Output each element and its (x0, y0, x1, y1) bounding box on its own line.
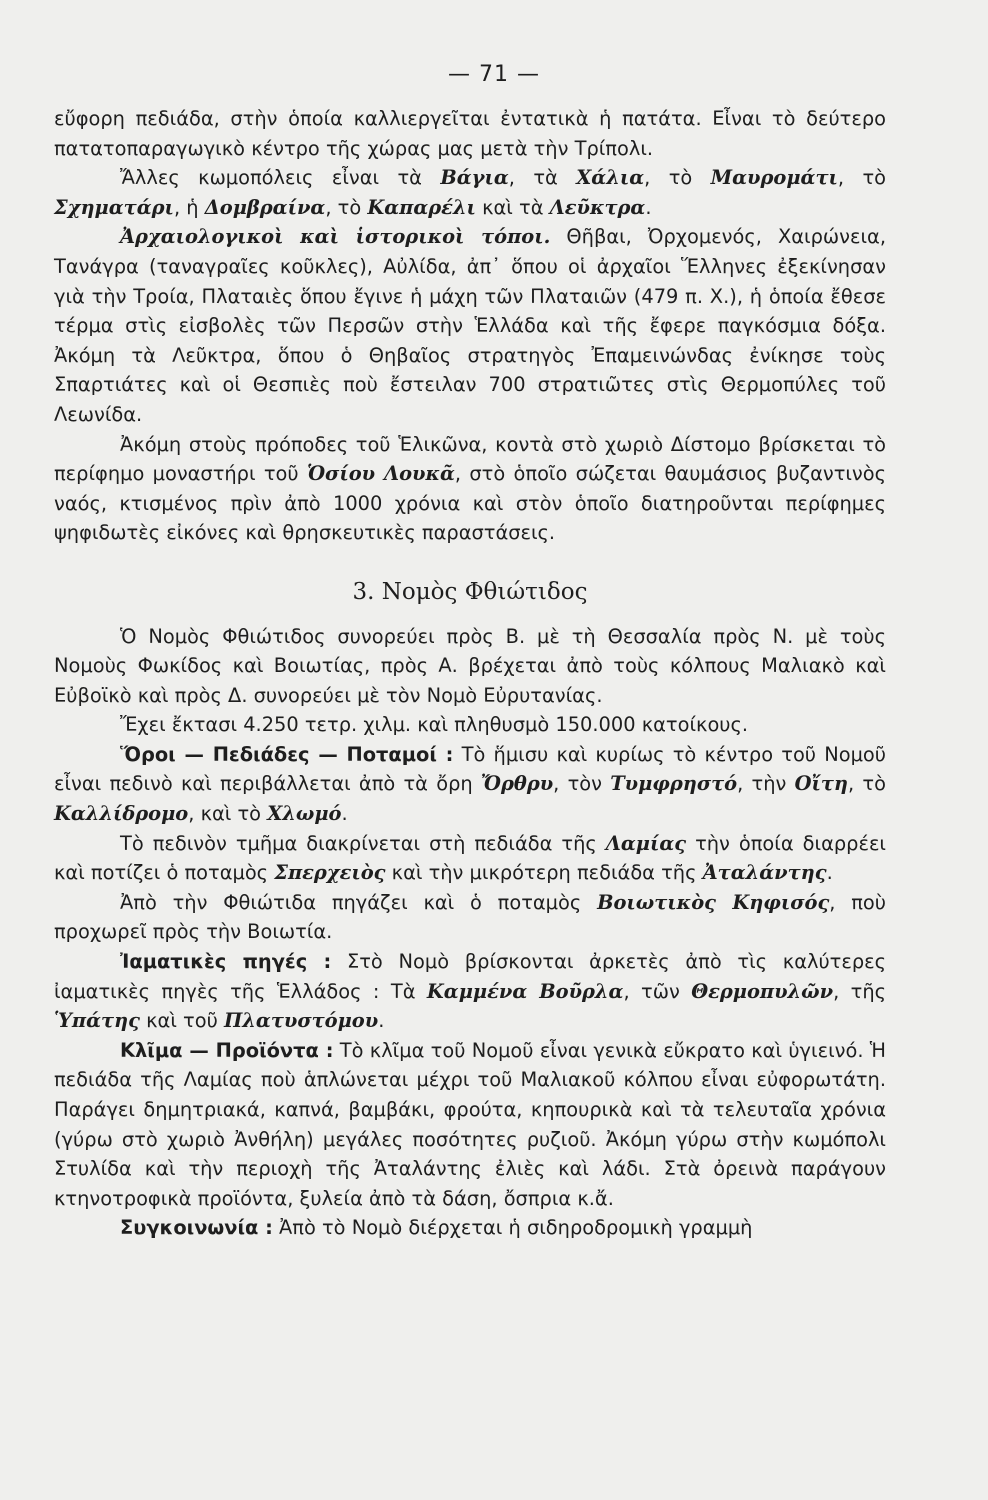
emphasis-run: Ὄρθρυ (480, 772, 554, 796)
emphasis-run: Μαυρομάτι (710, 166, 838, 190)
emphasis-run: Σχηματάρι (54, 195, 174, 219)
text-run: , τῆς (833, 979, 887, 1003)
text-run: εὔφορη πεδιάδα, στὴν ὁποία καλλιεργεῖται ἐντατικὰ ἡ πατάτα. Εἶναι τὸ δεύτερο πατατοπαραγωγικὸ κέντρο τῆς χώρας μας μετὰ τὴν Τρίπολι. (54, 107, 886, 160)
emphasis-run: Ἰαματικὲς πηγές : (120, 950, 332, 974)
text-run: , τὸ (848, 772, 886, 796)
paragraph (54, 104, 886, 163)
paragraph (54, 622, 886, 711)
emphasis-run: Λεῦκτρα (549, 195, 646, 219)
emphasis-run: Δομβραίνα (204, 195, 326, 219)
text-run: . (378, 1009, 385, 1033)
emphasis-run: Λαμίας (605, 831, 687, 855)
section-text (54, 622, 886, 1243)
paragraph (54, 430, 886, 548)
paragraph (54, 829, 886, 888)
paragraph (54, 222, 886, 429)
emphasis-run: Συγκοινωνία : (120, 1216, 273, 1240)
text-run: , ποὺ προχωρεῖ πρὸς τὴν Βοιωτία. (54, 890, 886, 944)
text-run: , τῶν (623, 979, 692, 1003)
text-run: καὶ τὴν μικρότερη πεδιάδα τῆς (385, 861, 703, 885)
paragraph (54, 163, 886, 222)
text-run: Ἀπὸ τὸ Νομὸ διέρχεται ἡ σιδηροδρομικὴ γραμμὴ (272, 1216, 753, 1240)
text-run: Θῆβαι, Ὀρχομενός, Χαιρώνεια, Τανάγρα (ταναγραῖες κοῦκλες), Αὐλίδα, ἀπ᾿ ὅπου οἱ ἀρχαῖοι Ἕλληνες ἐξεκίνησαν γιὰ τὴν Τροία, Πλαταιὲς ὅπου ἔγινε ἡ μάχη τῶν Πλαταιῶν (479 π. Χ.), ἡ ὁποία ἔθεσε τέρμα στὶς εἰσβολὲς τῶν Περσῶν στὴν Ἑλλάδα καὶ τῆς ἔφερε παγκόσμια δόξα. Ἀκόμη τὰ Λεῦκτρα, ὅπου ὁ Θηβαῖος στρατηγὸς Ἐπαμεινώνδας ἐνίκησε τοὺς Σπαρτιάτες καὶ οἱ Θεσπιὲς ποὺ ἔστειλαν 700 στρατιῶτες στὶς Θερμοπύλες τοῦ Λεωνίδα. (54, 225, 886, 426)
emphasis-run: Ἀταλάντης (702, 861, 827, 885)
text-run: Ὁ Νομὸς Φθιώτιδος συνορεύει πρὸς Β. μὲ τὴ Θεσσαλία πρὸς Ν. μὲ τοὺς Νομοὺς Φωκίδος καὶ Βοιωτίας, πρὸς Α. βρέχεται ἀπὸ τοὺς κόλπους Μαλιακὸ καὶ Εὐβοϊκὸ καὶ πρὸς Δ. συνορεύει μὲ τὸν Νομὸ Εὐρυτανίας. (54, 624, 886, 707)
text-run: . (826, 861, 833, 885)
text-run: καὶ τὰ (475, 195, 550, 219)
text-run: , τὸ (837, 166, 887, 190)
emphasis-run: Χάλια (576, 166, 645, 190)
emphasis-run: Βοιωτικὸς Κηφισός (597, 890, 830, 914)
page-number: — 71 — (448, 62, 540, 87)
text-run: Τὸ πεδινὸν τμῆμα διακρίνεται στὴ πεδιάδα τῆς (120, 831, 606, 855)
section-heading: 3. Νομὸς Φθιώτιδος (352, 578, 588, 605)
page-body (54, 104, 886, 1243)
text-run: , καὶ τὸ (188, 802, 268, 826)
emphasis-run: Καπαρέλι (367, 195, 476, 219)
emphasis-run: Οἴτη (794, 772, 849, 796)
text-run: , ἡ (173, 195, 205, 219)
text-run: , τὸ (325, 195, 368, 219)
emphasis-run: Καμμένα Βοῦρλα (426, 979, 624, 1003)
emphasis-run: Χλωμό (267, 802, 342, 826)
paragraph (54, 1213, 886, 1243)
emphasis-run: Θερμοπυλῶν (691, 979, 834, 1003)
emphasis-run: Ὁσίου Λουκᾶ (306, 462, 455, 486)
text-run: Ἀκόμη στοὺς πρόποδες τοῦ Ἑλικῶνα, κοντὰ στὸ χωριὸ Δίστομο βρίσκεται τὸ περίφημο μοναστήρι τοῦ (54, 432, 886, 486)
text-run: Τὸ κλῖμα τοῦ Νομοῦ εἶναι γενικὰ εὔκρατο καὶ ὑγιεινό. Ἡ πεδιάδα τῆς Λαμίας ποὺ ἁπλώνεται μέχρι τοῦ Μαλιακοῦ κόλπου εἶναι εὐφορωτάτη. Παράγει δημητριακά, καπνά, βαμβάκι, φρούτα, κηπουρικὰ καὶ τὰ τελευταῖα χρόνια (γύρω στὸ χωριὸ Ἀνθήλη) μεγάλες ποσότητες ρυζιοῦ. Ἀκόμη γύρω στὴν κωμόπολι Στυλίδα καὶ τὴν περιοχὴ τῆς Ἀταλάντης ἐλιὲς καὶ λάδι. Στὰ ὀρεινὰ παράγουν κτηνοτροφικὰ προϊόντα, ξυλεία ἀπὸ τὰ δάση, ὄσπρια κ.ἄ. (54, 1038, 886, 1210)
paragraph (54, 947, 886, 1036)
text-run: Ἔχει ἔκτασι 4.250 τετρ. χιλμ. καὶ πληθυσμὸ 150.000 κατοίκους. (120, 713, 749, 737)
text-run: . (341, 802, 348, 826)
text-run: , τὸν (553, 772, 611, 796)
emphasis-run: Ὑπάτης (54, 1009, 140, 1033)
text-run: Τὸ ἥμισυ καὶ κυρίως τὸ κέντρο τοῦ Νομοῦ εἶναι πεδινὸ καὶ περιβάλλεται ἀπὸ τὰ ὄρη (54, 742, 887, 796)
text-run: Ἀπὸ τὴν Φθιώτιδα πηγάζει καὶ ὁ ποταμὸς (120, 890, 598, 914)
emphasis-run: Τυμφρηστό (610, 772, 738, 796)
text-run: , τὴν (737, 772, 795, 796)
emphasis-run: Ἀρχαιολογικοὶ καὶ ἱστορικοὶ τόποι. (120, 225, 551, 249)
emphasis-run: Κλῖμα — Προϊόντα : (120, 1038, 334, 1062)
text-run: . (645, 195, 652, 219)
emphasis-run: Βάγια (440, 166, 509, 190)
text-run: Στὸ Νομὸ βρίσκονται ἀρκετὲς ἀπὸ τὶς καλύτερες ἰαματικὲς πηγὲς τῆς Ἑλλάδος : Τὰ (54, 950, 886, 1003)
text-run: , τὸ (644, 166, 711, 190)
text-run: Ἄλλες κωμοπόλεις εἶναι τὰ (120, 166, 441, 190)
emphasis-run: Πλατυστόμου (223, 1009, 379, 1033)
emphasis-run: Καλλίδρομο (54, 802, 189, 826)
paragraph (54, 740, 886, 829)
text-run: , τὰ (508, 166, 577, 190)
text-run: καὶ τοῦ (139, 1009, 224, 1033)
pre-section-text (54, 104, 886, 548)
paragraph (54, 1036, 886, 1214)
emphasis-run: Ὅροι — Πεδιάδες — Ποταμοί : (120, 742, 454, 766)
emphasis-run: Σπερχειὸς (274, 861, 386, 885)
text-run: , στὸ ὁποῖο σώζεται θαυμάσιος βυζαντινὸς ναός, κτισμένος πρὶν ἀπὸ 1000 χρόνια καὶ στὸν ὁποῖο διατηροῦνται περίφημες ψηφιδωτὲς εἰκόνες καὶ θρησκευτικὲς παραστάσεις. (54, 462, 887, 545)
paragraph (54, 888, 886, 947)
text-run: τὴν ὁποία διαρρέει καὶ ποτίζει ὁ ποταμὸς (54, 831, 886, 885)
paragraph (54, 710, 886, 740)
